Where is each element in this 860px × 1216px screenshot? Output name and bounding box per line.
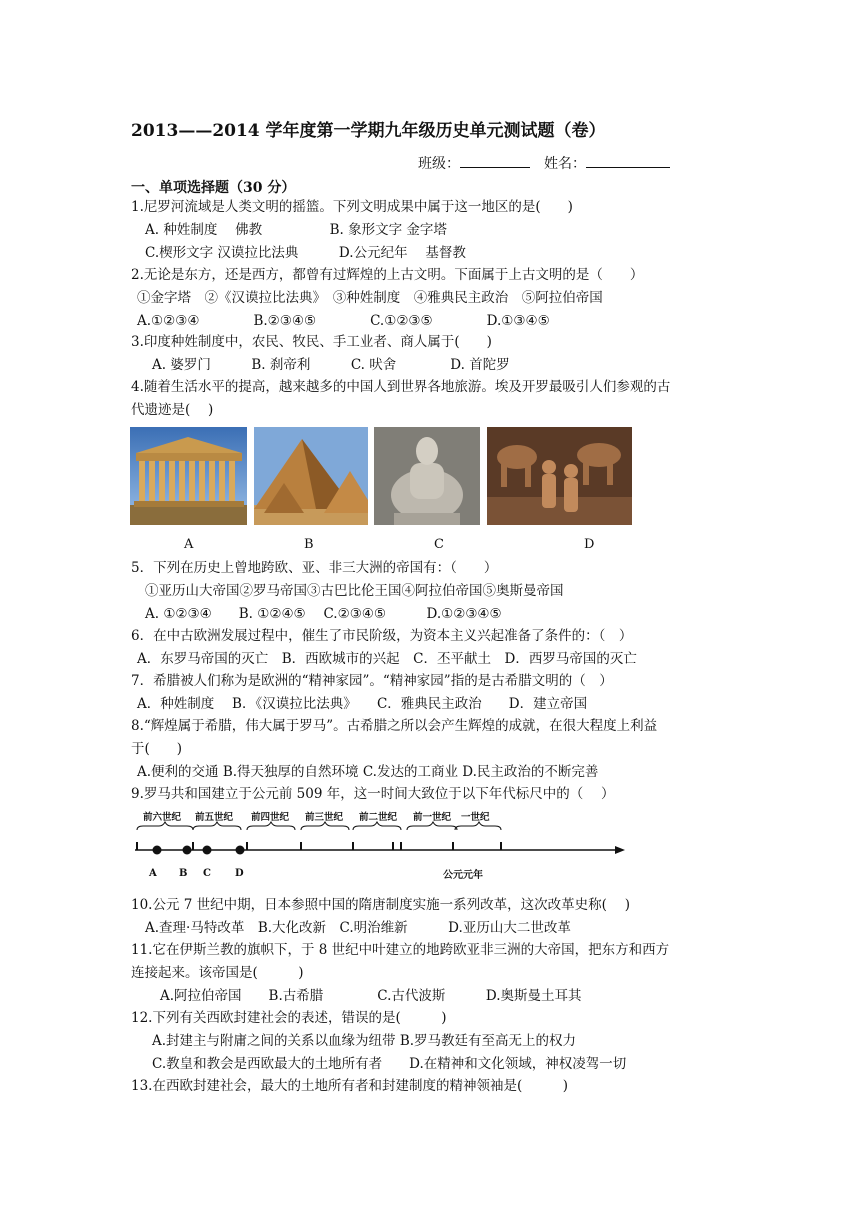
buddha-statue-image — [374, 427, 480, 525]
question-8-stem: 8.“辉煌属于希腊，伟大属于罗马”。古希腊之所以会产生辉煌的成就，在很大程度上利益 — [131, 718, 658, 734]
question-8-stem-cont: 于( ) — [131, 741, 183, 757]
question-7-option-row: A．种姓制度 B．《汉谟拉比法典》 C．雅典民主政治 D．建立帝国 — [137, 696, 588, 712]
image-label: B — [304, 537, 314, 552]
question-11-option-row: A.阿拉伯帝国 B.古希腊 C.古代波斯 D.奥斯曼土耳其 — [160, 988, 582, 1004]
question-5-option-row: ①亚历山大帝国②罗马帝国③古巴比伦王国④阿拉伯帝国⑤奥斯曼帝国 — [145, 583, 564, 599]
name-label: 姓名： — [544, 156, 586, 172]
question-11-stem: 11.它在伊斯兰教的旗帜下，于 8 世纪中叶建立的地跨欧亚非三洲的大帝国，把东方和西方 — [131, 942, 670, 958]
page-title: 2013——2014 学年度第一学期九年级历史单元测试题（卷） — [131, 121, 606, 141]
question-12-option-row: A.封建主与附庸之间的关系以血缘为纽带 B.罗马教廷有至高无上的权力 — [152, 1033, 577, 1049]
timeline-century-label: 前二世纪 — [359, 812, 398, 823]
class-blank[interactable] — [460, 153, 530, 168]
terracotta-horses-image — [487, 427, 632, 525]
image-label: C — [434, 537, 444, 552]
question-1-option-row: A. 种姓制度 佛教 B. 象形文字 金字塔 — [145, 222, 447, 238]
timeline-epoch-label: 公元元年 — [443, 870, 483, 880]
timeline-marker-label: D — [235, 868, 244, 879]
question-6-option-row: A．东罗马帝国的灭亡 B．西欧城市的兴起 C．丕平献土 D．西罗马帝国的灭亡 — [137, 651, 637, 667]
timeline-marker-label: C — [203, 868, 211, 879]
name-blank[interactable] — [586, 153, 670, 168]
class-label: 班级： — [418, 156, 460, 172]
timeline-century-label: 一世纪 — [461, 812, 490, 823]
question-4-stem: 4.随着生活水平的提高，越来越多的中国人到世界各地旅游。埃及开罗最吸引人们参观的古 — [131, 379, 671, 395]
timeline-century-label: 前五世纪 — [195, 812, 234, 823]
question-10-stem: 10.公元 7 世纪中期，日本参照中国的隋唐制度实施一系列改革，这次改革史称( ) — [131, 897, 630, 913]
question-12-stem: 12.下列有关西欧封建社会的表述，错误的是( ) — [131, 1010, 447, 1026]
question-3-option-row: A. 婆罗门 B. 刹帝利 C. 吠舍 D. 首陀罗 — [152, 357, 510, 373]
question-1-stem: 1.尼罗河流域是人类文明的摇篮。下列文明成果中属于这一地区的是( ) — [131, 199, 573, 215]
question-12-option-row: C.教皇和教会是西欧最大的土地所有者 D.在精神和文化领域，神权凌驾一切 — [152, 1056, 627, 1072]
question-13-stem: 13.在西欧封建社会，最大的土地所有者和封建制度的精神领袖是( ) — [131, 1078, 569, 1094]
timeline-ruler — [131, 808, 631, 880]
question-2-option-row: ①金字塔 ②《汉谟拉比法典》 ③种姓制度 ④雅典民主政治 ⑤阿拉伯帝国 — [137, 290, 603, 306]
section-heading: 一、单项选择题（30 分） — [131, 180, 296, 196]
question-3-stem: 3.印度种姓制度中，农民、牧民、手工业者、商人属于( ) — [131, 334, 492, 350]
student-info — [418, 153, 670, 173]
question-11-stem-cont: 连接起来。该帝国是( ) — [131, 965, 304, 981]
pyramids-image — [254, 427, 368, 525]
question-2-stem: 2.无论是东方，还是西方，都曾有过辉煌的上古文明。下面属于上古文明的是（ ） — [131, 267, 644, 283]
question-4-stem-cont: 代遗迹是( ) — [131, 402, 214, 418]
question-9-stem: 9.罗马共和国建立于公元前 509 年，这一时间大致位于以下年代标尺中的（ ） — [131, 786, 615, 802]
question-10-option-row: A.查理·马特改革 B.大化改新 C.明治维新 D.亚历山大二世改革 — [145, 920, 571, 936]
timeline-century-label: 前三世纪 — [305, 812, 344, 823]
question-8-option-row: A.便利的交通 B.得天独厚的自然环境 C.发达的工商业 D.民主政治的不断完善 — [137, 764, 599, 780]
timeline-century-label: 前一世纪 — [413, 812, 452, 823]
question-6-stem: 6．在中古欧洲发展过程中，催生了市民阶级，为资本主义兴起准备了条件的：（ ） — [131, 628, 633, 644]
parthenon-image — [130, 427, 247, 525]
question-5-option-row: A. ①②③④ B. ①②④⑤ C.②③④⑤ D.①②③④⑤ — [145, 606, 502, 622]
timeline-century-label: 前六世纪 — [143, 812, 182, 823]
question-5-stem: 5．下列在历史上曾地跨欧、亚、非三大洲的帝国有：（ ） — [131, 560, 498, 576]
question-7-stem: 7．希腊被人们称为是欧洲的“精神家园”。“精神家园”指的是古希腊文明的（ ） — [131, 673, 613, 689]
question-1-option-row: C.楔形文字 汉谟拉比法典 D.公元纪年 基督教 — [145, 245, 466, 261]
question-2-option-row: A.①②③④ B.②③④⑤ C.①②③⑤ D.①③④⑤ — [137, 313, 550, 329]
timeline-marker-label: B — [179, 868, 188, 879]
image-label: A — [184, 537, 194, 552]
timeline-century-label: 前四世纪 — [251, 812, 290, 823]
timeline-marker-label: A — [149, 868, 157, 879]
image-label: D — [584, 537, 595, 552]
